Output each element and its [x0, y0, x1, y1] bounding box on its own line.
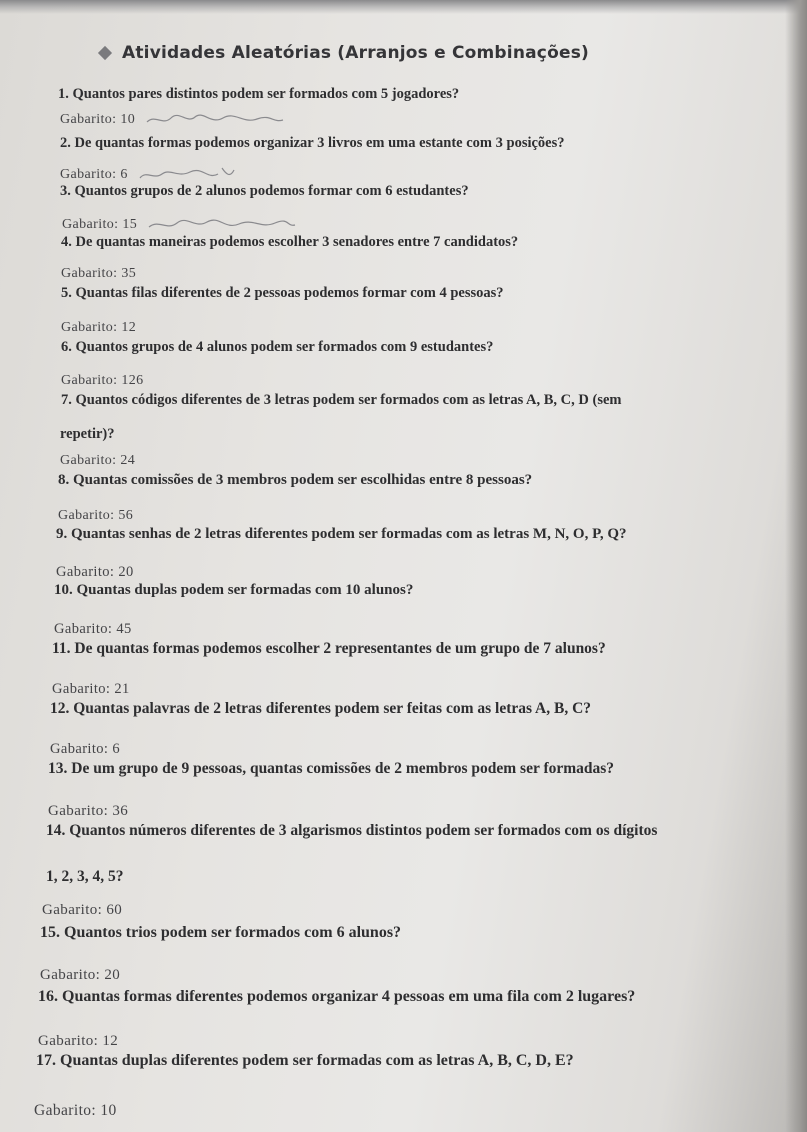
question-4: 4. De quantas maneiras podemos escolher 3 senadores entre 7 candidatos?	[61, 234, 519, 250]
answer-7: Gabarito: 24	[60, 453, 136, 468]
answer-11: Gabarito: 21	[52, 681, 130, 697]
answer-14: Gabarito: 60	[42, 902, 123, 918]
question-11: 11. De quantas formas podemos escolher 2 representantes de um grupo de 7 alunos?	[52, 640, 606, 657]
question-9: 9. Quantas senhas de 2 letras diferentes podem ser formadas com as letras M, N, O, P, Q?	[56, 526, 627, 542]
answer-13: Gabarito: 36	[48, 803, 129, 819]
answer-5: Gabarito: 12	[61, 320, 137, 335]
answer-9: Gabarito: 20	[56, 564, 134, 580]
answer-2: Gabarito: 6	[60, 166, 238, 184]
handwritten-scribble-icon	[145, 112, 285, 128]
answer-10: Gabarito: 45	[54, 621, 132, 637]
question-10: 10. Quantas duplas podem ser formadas com 10 alunos?	[54, 582, 414, 598]
question-2: 2. De quantas formas podemos organizar 3 livros em uma estante com 3 posições?	[60, 135, 565, 151]
top-edge-shadow	[0, 0, 807, 14]
diamond-bullet-icon	[98, 46, 112, 60]
question-8: 8. Quantas comissões de 3 membros podem ser escolhidas entre 8 pessoas?	[58, 472, 533, 488]
question-7-continued: repetir)?	[60, 426, 115, 442]
handwritten-scribble-icon	[147, 217, 297, 233]
question-14-continued: 1, 2, 3, 4, 5?	[46, 868, 124, 885]
answer-3: Gabarito: 15	[62, 217, 297, 233]
answer-4: Gabarito: 35	[61, 266, 137, 281]
question-13: 13. De um grupo de 9 pessoas, quantas comissões de 2 membros podem ser formadas?	[48, 760, 615, 777]
page-title: Atividades Aleatórias (Arranjos e Combinações)	[122, 43, 589, 63]
answer-17: Gabarito: 10	[34, 1102, 117, 1119]
question-3: 3. Quantos grupos de 2 alunos podemos formar com 6 estudantes?	[60, 183, 469, 199]
question-7: 7. Quantos códigos diferentes de 3 letras podem ser formados com as letras A, B, C, D (sem	[61, 392, 622, 408]
answer-15: Gabarito: 20	[40, 967, 121, 983]
question-12: 12. Quantas palavras de 2 letras diferentes podem ser feitas com as letras A, B, C?	[50, 700, 592, 717]
answer-16: Gabarito: 12	[38, 1033, 119, 1049]
document-header	[100, 38, 620, 68]
answer-1: Gabarito: 10	[60, 112, 285, 128]
handwritten-scribble-icon	[138, 166, 238, 184]
right-edge-shadow	[785, 0, 807, 1132]
question-16: 16. Quantas formas diferentes podemos organizar 4 pessoas em uma fila com 2 lugares?	[38, 988, 636, 1005]
answer-12: Gabarito: 6	[50, 741, 121, 757]
question-6: 6. Quantos grupos de 4 alunos podem ser formados com 9 estudantes?	[61, 339, 494, 355]
answer-8: Gabarito: 56	[58, 508, 134, 523]
question-14: 14. Quantos números diferentes de 3 algarismos distintos podem ser formados com os dígitos	[46, 822, 658, 839]
question-5: 5. Quantas filas diferentes de 2 pessoas podemos formar com 4 pessoas?	[61, 285, 504, 301]
question-1: 1. Quantos pares distintos podem ser formados com 5 jogadores?	[58, 86, 460, 102]
question-15: 15. Quantos trios podem ser formados com 6 alunos?	[40, 924, 402, 941]
answer-6: Gabarito: 126	[61, 373, 144, 388]
question-17: 17. Quantas duplas diferentes podem ser formadas com as letras A, B, C, D, E?	[36, 1052, 574, 1069]
